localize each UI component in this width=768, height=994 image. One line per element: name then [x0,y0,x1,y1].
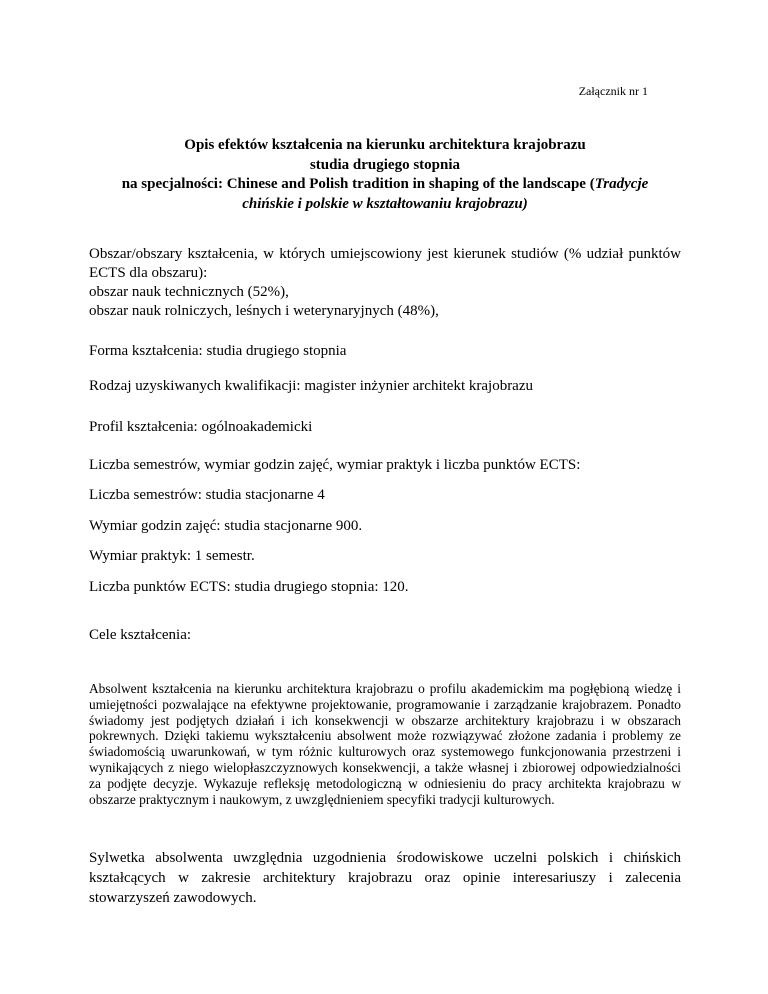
cele-heading: Cele kształcenia: [89,627,192,643]
title-line-3-prefix: na specjalności: Chinese and Polish tradition in shaping of the landscape ( [121,176,595,192]
sylwetka-paragraph: Sylwetka absolwenta uwzględnia uzgodnienia środowiskowe uczelni polskich i chińskich kształcących w zakresie architektury krajobrazu oraz opinie interesariuszy i zalecenia stowarzyszeń zawodowych. [89,850,681,906]
areas-intro: Obszar/obszary kształcenia, w których umiejscowiony jest kierunek studiów (% udział punktów ECTS dla obszaru): [89,246,681,281]
cele-paragraph: Absolwent kształcenia na kierunku architektura krajobrazu o profilu akademickim ma pogłębioną wiedzę i umiejętności pozwalające na efektywne projektowanie, programowanie i zarządzanie krajobrazem. Ponadto świadomy jest podjętych działań i ich konsekwencji w obszarze architektury krajobrazu i w obszarach pokrewnych. Dzięki takiemu wykształceniu absolwent może rozwiązywać złożone zadania i problemy ze świadomością uwarunkowań, w tym różnic kulturowych oraz systemowego funkcjonowania przestrzeni i wynikających z niego wielopłaszczyznowych konsekwencji, a także własnej i zbiorowej odpowiedzialności za podjęte decyzje. Wykazuje refleksję metodologiczną w odniesieniu do pracy architekta krajobrazu w obszarze praktycznym i naukowym, z uwzględnieniem specyfiki tradycji kulturowych. [89,681,681,807]
godziny-field: Wymiar godzin zajęć: studia stacjonarne 900. [89,518,363,534]
title-line-4 [80,195,690,215]
title-line-3-italic: Tradycje [594,176,649,192]
document-title [80,136,690,214]
liczba-intro: Liczba semestrów, wymiar godzin zajęć, wymiar praktyk i liczba punktów ECTS: [89,457,581,473]
profil-field: Profil kształcenia: ogólnoakademicki [89,419,313,435]
title-line-4-italic: chińskie i polskie w kształtowaniu krajobrazu) [242,195,528,212]
annex-label: Załącznik nr 1 [578,84,648,98]
ects-field: Liczba punktów ECTS: studia drugiego stopnia: 120. [89,579,409,595]
praktyki-field: Wymiar praktyk: 1 semestr. [89,548,255,564]
semestry-field: Liczba semestrów: studia stacjonarne 4 [89,487,325,503]
forma-field: Forma kształcenia: studia drugiego stopnia [89,343,347,359]
area-agricultural: obszar nauk rolniczych, leśnych i weterynaryjnych (48%), [89,303,439,319]
areas-section [89,245,681,321]
title-line-2: studia drugiego stopnia [309,156,461,173]
rodzaj-field: Rodzaj uzyskiwanych kwalifikacji: magister inżynier architekt krajobrazu [89,378,534,394]
title-line-3 [80,175,690,195]
title-line-1: Opis efektów kształcenia na kierunku architektura krajobrazu [184,137,586,153]
area-technical: obszar nauk technicznych (52%), [89,284,289,300]
